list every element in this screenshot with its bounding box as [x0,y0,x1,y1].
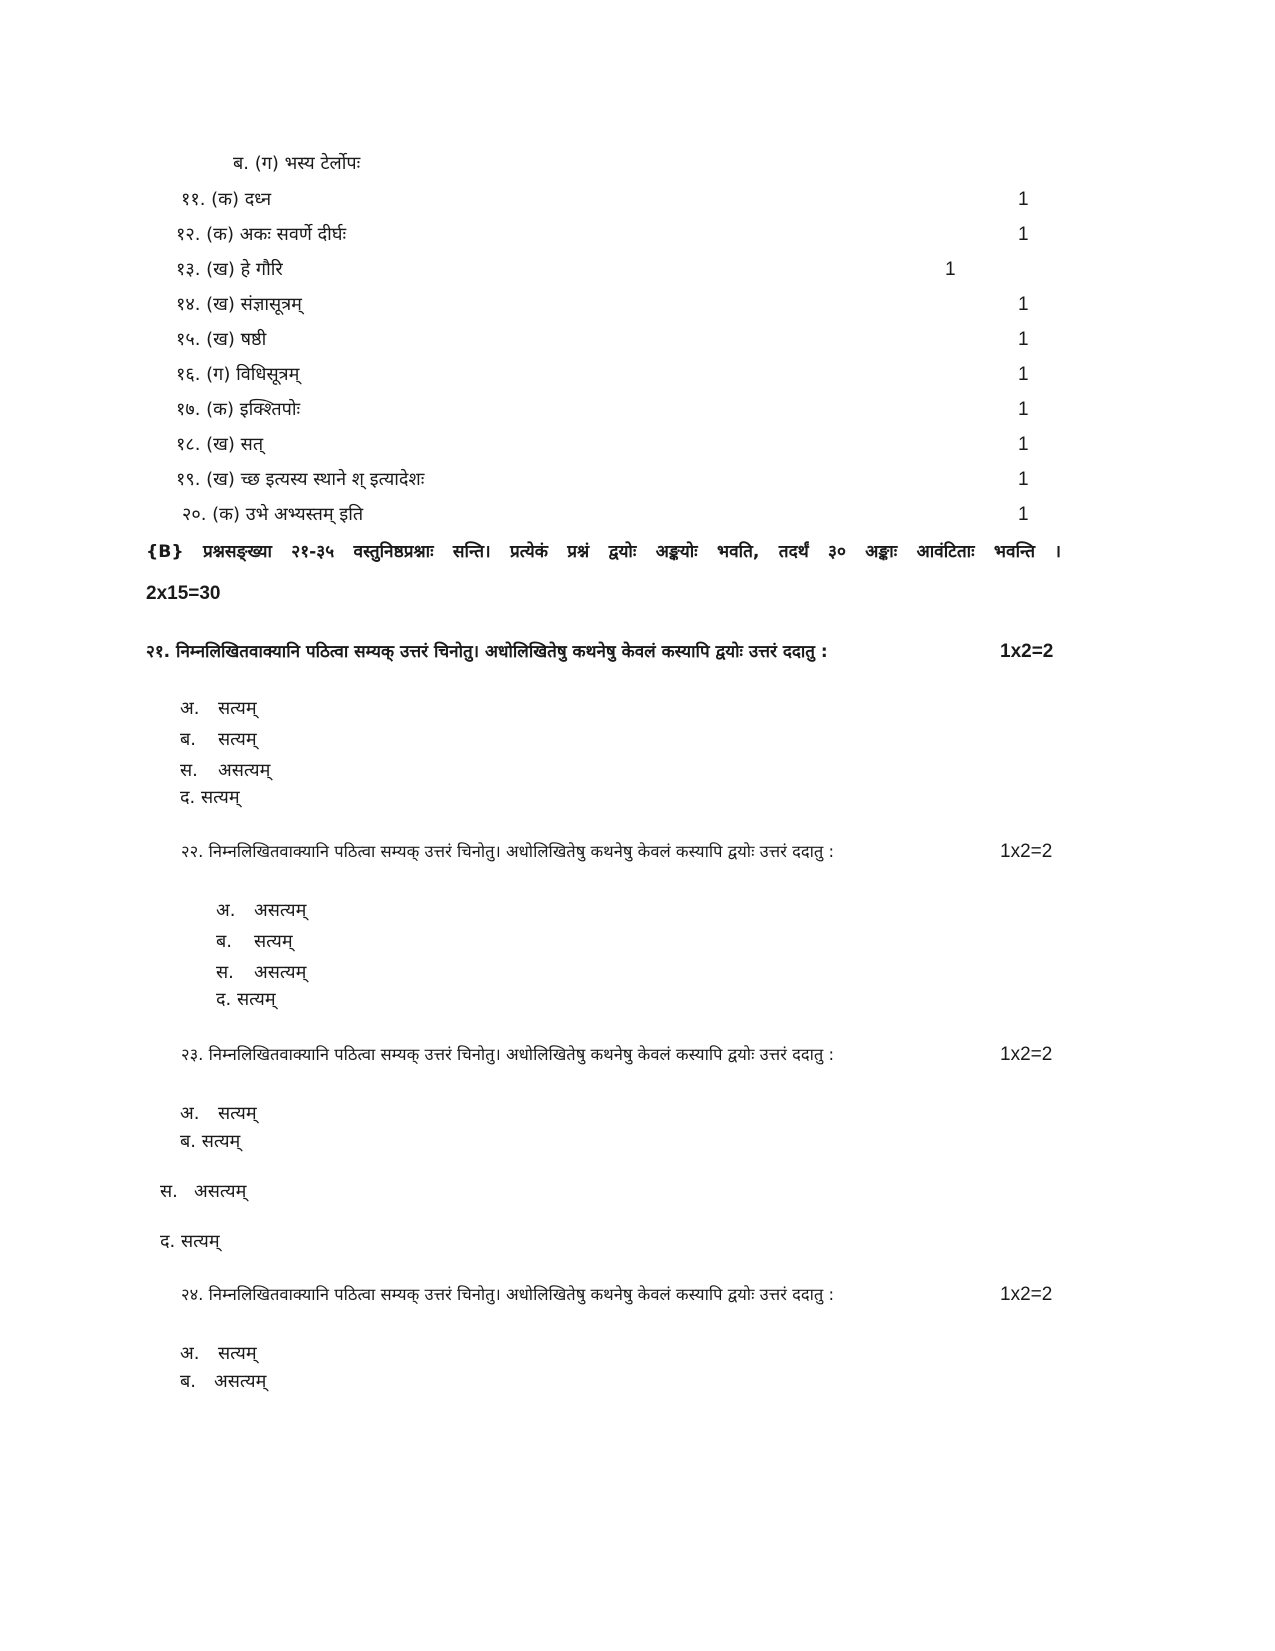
answer-mark: 1 [1018,364,1029,385]
answer-line: १६. (ग) विधिसूत्रम् [176,364,300,385]
question-text: २२. निम्नलिखितवाक्यानि पठित्वा सम्यक् उत्तरं चिनोतु। अधोलिखितेषु कथनेषु केवलं कस्यापि द्वयोः उत्तरं ददातु : [181,842,835,861]
answer-mark: 1 [1018,434,1029,455]
option-row [180,1130,240,1154]
option-answer: सत्यम् [218,729,257,750]
option-answer: असत्यम् [214,1371,267,1392]
option-row [180,728,257,752]
option-row [180,1370,266,1394]
option-row [216,930,293,954]
answer-line: ब. (ग) भस्य टेर्लोपः [233,153,361,174]
answer-mark: 1 [1018,294,1029,315]
option-label: स. [216,962,234,983]
answer-mark: 1 [1018,469,1029,490]
question-text: २४. निम्नलिखितवाक्यानि पठित्वा सम्यक् उत्तरं चिनोतु। अधोलिखितेषु कथनेषु केवलं कस्यापि द्वयोः उत्तरं ददातु : [181,1285,835,1304]
option-label: अ. [180,698,200,719]
option-answer: असत्यम् [194,1181,247,1202]
option-label: स. [160,1181,178,1202]
option-row [160,1230,220,1254]
option-label: द. [216,989,232,1010]
option-answer: असत्यम् [254,900,307,921]
section-b-heading: {B} प्रश्नसङ्ख्या २१-३५ वस्तुनिष्ठप्रश्नाः सन्ति। प्रत्येकं प्रश्नं द्वयोः अङ्कयोः भवति, तदर्थं ३० अङ्काः आवंटिताः भवन्ति । [146,542,1061,562]
option-row [216,961,306,985]
answer-mark: 1 [945,259,956,280]
option-answer: सत्यम् [181,1231,220,1252]
answer-line: १४. (ख) संज्ञासूत्रम् [176,294,302,315]
answer-line: ११. (क) दध्न [181,189,272,210]
answer-mark: 1 [1018,504,1029,525]
option-row [216,899,306,923]
option-answer: सत्यम् [201,1131,241,1152]
option-label: ब. [216,931,232,952]
option-row [180,1102,257,1126]
option-label: ब. [180,1131,196,1152]
question-text: २१. निम्नलिखितवाक्यानि पठित्वा सम्यक् उत्तरं चिनोतु। अधोलिखितेषु कथनेषु केवलं कस्यापि द्वयोः उत्तरं ददातु : [146,642,828,662]
option-answer: सत्यम् [254,931,293,952]
answer-mark: 1 [1018,224,1029,245]
answer-line: १५. (ख) षष्ठी [176,329,267,350]
option-answer: सत्यम् [201,787,240,808]
option-row [180,1342,257,1366]
option-label: अ. [180,1103,200,1124]
option-answer: सत्यम् [218,1343,257,1364]
option-row [180,759,270,783]
option-label: द. [180,787,196,808]
option-label: स. [180,760,198,781]
option-label: अ. [216,900,236,921]
answer-line: १२. (क) अकः सवर्णे दीर्घः [176,224,347,245]
option-answer: असत्यम् [218,760,271,781]
question-text: २३. निम्नलिखितवाक्यानि पठित्वा सम्यक् उत्तरं चिनोतु। अधोलिखितेषु कथनेषु केवलं कस्यापि द्वयोः उत्तरं ददातु : [181,1045,835,1064]
answer-mark: 1 [1018,329,1029,350]
option-label: अ. [180,1343,200,1364]
section-b-marks: 2x15=30 [146,583,221,604]
option-label: ब. [180,729,196,750]
option-answer: सत्यम् [218,1103,257,1124]
option-row [180,697,257,721]
option-answer: सत्यम् [237,989,276,1010]
answer-mark: 1 [1018,399,1029,420]
answer-line: १८. (ख) सत् [176,434,264,455]
answer-line: १९. (ख) च्छ इत्यस्य स्थाने श् इत्यादेशः [176,469,425,490]
answer-line: २०. (क) उभे अभ्यस्तम् इति [182,504,364,525]
question-marks: 1x2=2 [1000,641,1054,662]
option-label: ब. [180,1371,196,1392]
option-row [216,988,276,1012]
answer-mark: 1 [1018,189,1029,210]
question-marks: 1x2=2 [1000,1284,1053,1305]
option-answer: सत्यम् [218,698,257,719]
option-answer: असत्यम् [254,962,307,983]
option-row [180,786,240,810]
answer-line: १३. (ख) हे गौरि [176,259,283,280]
question-marks: 1x2=2 [1000,1044,1053,1065]
option-label: द. [160,1231,176,1252]
option-row [160,1180,246,1204]
question-marks: 1x2=2 [1000,841,1053,862]
answer-line: १७. (क) इक्श्तिपोः [176,399,301,420]
